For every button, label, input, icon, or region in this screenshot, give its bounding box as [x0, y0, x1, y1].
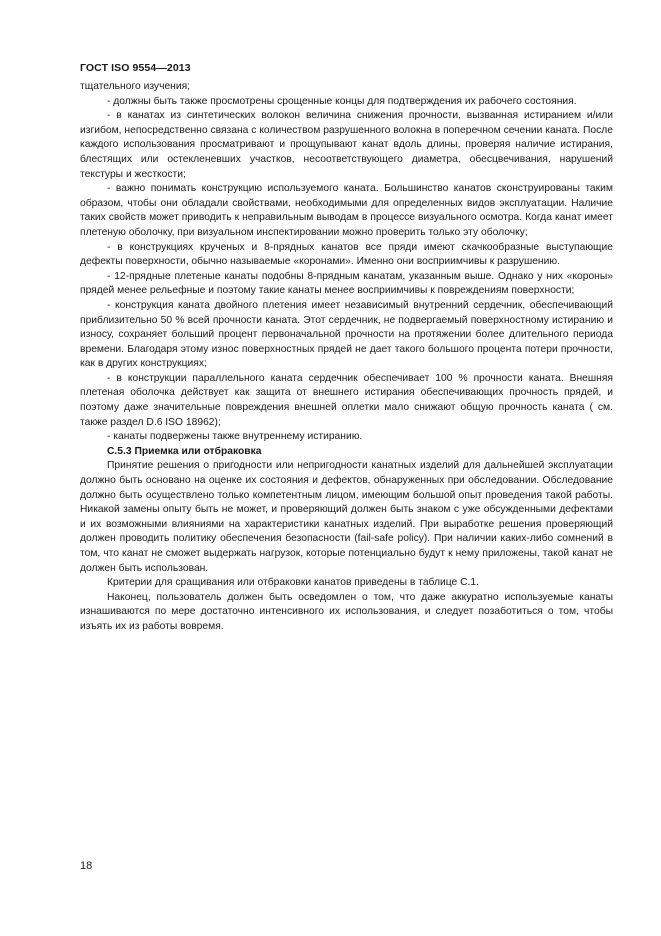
paragraph: Критерии для сращивания или отбраковки канатов приведены в таблице С.1.: [107, 577, 480, 589]
paragraph: - в конструкциях крученых и 8-прядных канатов все пряди имеют скачкообразные выступающие дефекты поверхности, обычно называемые «коронами». Именно они восприимчивы к разрушению.: [80, 241, 613, 268]
paragraph: - 12-прядные плетеные канаты подобны 8-прядным канатам, указанным выше. Однако у них «короны» прядей менее рельефные и поэтому такие канаты менее восприимчивы к повреждениям поверхности;: [80, 270, 613, 297]
paragraph: Наконец, пользователь должен быть осведомлен о том, что даже аккуратно используемые канаты изнашиваются по мере достаточно интенсивного их использования, и следует позаботиться о том, чтобы изъять их из работы вовремя.: [80, 591, 613, 632]
paragraph: - канаты подвержены также внутреннему истиранию.: [107, 431, 363, 443]
document-header: ГОСТ ISO 9554—2013: [80, 62, 191, 74]
paragraph: тщательного изучения;: [80, 81, 191, 92]
document-body: [80, 80, 613, 635]
page-number: 18: [80, 860, 93, 872]
paragraph: - важно понимать конструкцию используемого каната. Большинство канатов сконструированы таким образом, чтобы они обладали свойствами, необходимыми для определенных видов эксплуатации. Наличие таких свойств может приводить к неправильным выводам в процессе визуального осмотра. Когда канат имеет плетеную оболочку, при визуальном инспектировании можно проверить только эту оболочку;: [80, 183, 613, 238]
paragraph: - в канатах из синтетических волокон величина снижения прочности, вызванная истиранием и/или изгибом, непосредственно связана с количеством разрушенного волокна в поперечном сечении каната. После каждого использования просматривают и прощупывают канат вдоль длины, проверяя наличие истирания, блестящих или остекленевших участков, несоответствующего диаметра, обесцвечивания, нарушений текстуры и жесткости;: [80, 110, 613, 180]
paragraph: - должны быть также просмотрены срощенные концы для подтверждения их рабочего состояния.: [107, 95, 577, 107]
paragraph: - в конструкции параллельного каната сердечник обеспечивает 100 % прочности каната. Внешняя плетеная оболочка действует как защита от внешнего истирания обеспечивающих прочность прядей, и поэтому даже значительные повреждения внешней оплетки мало снижают общую прочность каната ( см. также раздел D.6 ISO 18962);: [80, 372, 613, 428]
paragraph: Принятие решения о пригодности или непригодности канатных изделий для дальнейшей эксплуатации должно быть основано на оценке их состояния и дефектов, обнаруженных при обследовании. Обследование должно быть осуществлено только компетентным лицом, имеющим большой опыт проведения такой работы. Никакой замены опыту быть не может, и проверяющий должен быть знаком с уже обсужденными дефектами и их возможными влияниями на характеристики канатных изделий. При выработке решения проверяющий должен проводить политику обеспечения безопасности (fail-safe policy). При наличии каких-либо сомнений в том, что канат не сможет выдержать нагрузок, которые потенциально будут к нему приложены, такой канат не должен быть использован.: [80, 460, 613, 574]
section-heading: C.5.3 Приемка или отбраковка: [107, 445, 262, 457]
paragraph: - конструкция каната двойного плетения имеет независимый внутренний сердечник, обеспечивающий приблизительно 50 % всей прочности каната. Этот сердечник, не подвергаемый поверхностному истиранию и износу, сохраняет больший процент первоначальной прочности на протяжении более длительного периода времени. Благодаря этому износ поверхностных прядей не дает такого большого процента потери прочности, как в других конструкциях;: [80, 299, 613, 370]
